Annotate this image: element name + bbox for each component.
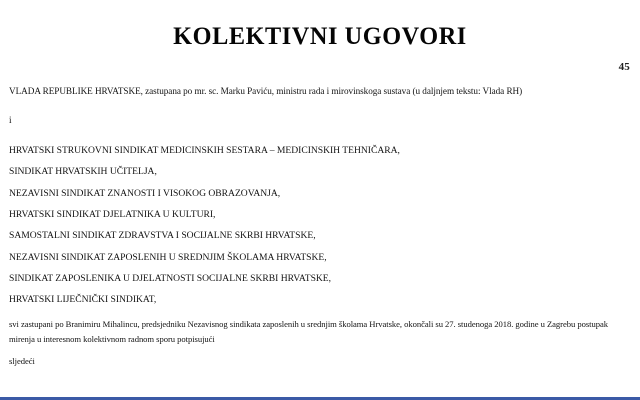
list-item: NEZAVISNI SINDIKAT ZAPOSLENIH U SREDNJIM ŠKOLAMA HRVATSKE, [9, 251, 327, 263]
closing-tail-text: sljedeći [9, 355, 35, 366]
list-item: SAMOSTALNI SINDIKAT ZDRAVSTVA I SOCIJALNE SKRBI HRVATSKE, [9, 230, 316, 242]
list-item: HRVATSKI LIJEČNIČKI SINDIKAT, [9, 294, 157, 306]
list-item: HRVATSKI STRUKOVNI SINDIKAT MEDICINSKIH SESTARA – MEDICINSKIH TEHNIČARA, [9, 145, 400, 157]
page-number: 45 [618, 61, 630, 73]
list-item: HRVATSKI SINDIKAT DJELATNIKA U KULTURI, [9, 209, 216, 221]
list-item: SINDIKAT ZAPOSLENIKA U DJELATNOSTI SOCIJALNE SKRBI HRVATSKE, [9, 272, 332, 284]
list-item: SINDIKAT HRVATSKIH UČITELJA, [9, 166, 157, 178]
list-item: NEZAVISNI SINDIKAT ZNANOSTI I VISOKOG OBRAZOVANJA, [9, 187, 281, 199]
page-title: KOLEKTIVNI UGOVORI [173, 23, 467, 50]
intro-paragraph: VLADA REPUBLIKE HRVATSKE, zastupana po mr. sc. Marku Paviću, ministru rada i mirovinskoga sustava (u daljnjem tekstu: Vlada RH) [9, 86, 523, 96]
document-body [9, 84, 632, 369]
party-list [9, 140, 632, 310]
conjunction-text: i [9, 114, 12, 125]
closing-paragraph: svi zastupani po Branimiru Mihalincu, predsjedniku Nezavisnog sindikata zaposlenih u srednjim školama Hrvatske, okončali su 27. studenoga 2018. godine u Zagrebu postupak mirenja u interesnom kolektivnom radnom sporu potpisujući [9, 318, 608, 345]
